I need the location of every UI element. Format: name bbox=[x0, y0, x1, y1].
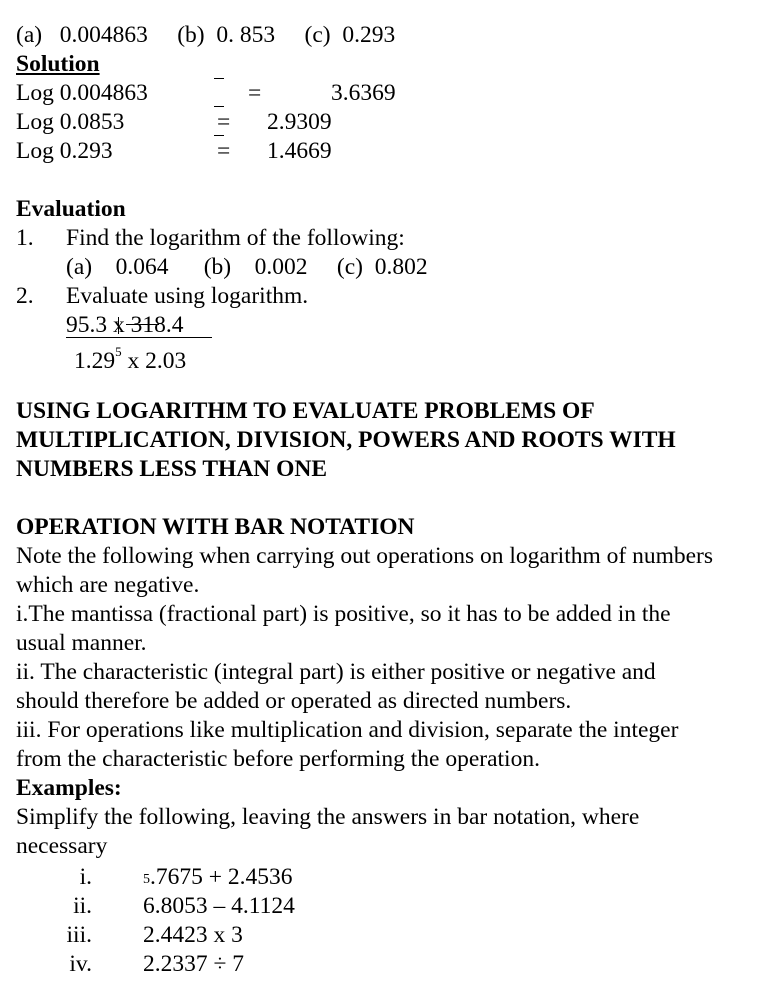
example-number: iv. bbox=[69, 951, 92, 977]
bar-overline bbox=[214, 135, 224, 136]
option-c-value: 0.293 bbox=[342, 22, 396, 48]
overstrike-mark bbox=[118, 317, 119, 334]
solution-row-3-value: 1.4669 bbox=[267, 138, 332, 164]
question-1-text: Find the logarithm of the following: bbox=[66, 225, 405, 251]
fraction-bar bbox=[66, 337, 212, 338]
example-expression: 2.2337 ÷ 7 bbox=[143, 951, 245, 977]
top-options bbox=[16, 21, 395, 50]
option-b-value: 0. 853 bbox=[216, 22, 276, 48]
bar-overline bbox=[214, 106, 224, 107]
solution-row-2-label: Log 0.0853 bbox=[16, 109, 125, 135]
example-number: ii. bbox=[73, 893, 92, 919]
q1-option-c-value: 0.802 bbox=[374, 254, 428, 280]
option-a-value: 0.004863 bbox=[59, 22, 148, 48]
q1-option-b-value: 0.002 bbox=[254, 254, 308, 280]
q1-option-b-label: (b) bbox=[203, 254, 232, 280]
paragraph-line: should therefore be added or operated as directed numbers. bbox=[16, 688, 572, 714]
solution-row-1-label: Log 0.004863 bbox=[16, 80, 148, 106]
overstrike-mark bbox=[126, 324, 159, 325]
q1-option-c-label: (c) bbox=[336, 254, 363, 280]
denominator-exponent: 5 bbox=[115, 344, 122, 359]
option-b-label: (b) bbox=[177, 22, 205, 48]
denominator-base: 1.29 bbox=[74, 347, 116, 374]
solution-row-2-eq: = bbox=[217, 109, 231, 135]
paragraph-line: which are negative. bbox=[16, 572, 200, 598]
example-expression bbox=[143, 863, 293, 895]
example-number: i. bbox=[79, 864, 92, 890]
question-2-number: 2. bbox=[16, 283, 34, 309]
bar-overline bbox=[214, 78, 224, 79]
section-heading-line-3: NUMBERS LESS THAN ONE bbox=[16, 456, 328, 482]
paragraph-line: Note the following when carrying out operations on logarithm of numbers bbox=[16, 543, 714, 569]
question-2-text: Evaluate using logarithm. bbox=[66, 283, 309, 309]
example-expression: 2.4423 x 3 bbox=[143, 922, 243, 948]
question-1-options bbox=[66, 253, 428, 282]
paragraph-line: from the characteristic before performing the operation. bbox=[16, 746, 540, 772]
paragraph-line: usual manner. bbox=[16, 630, 147, 656]
example-number: iii. bbox=[66, 922, 92, 948]
fraction-numerator: 95.3 x 318.4 bbox=[66, 312, 184, 338]
option-c-label: (c) bbox=[304, 22, 331, 48]
small-characteristic: 5 bbox=[143, 872, 150, 887]
paragraph-line: iii. For operations like multiplication and division, separate the integer bbox=[16, 717, 679, 743]
example-text: .7675 + 2.4536 bbox=[150, 864, 293, 890]
q1-option-a-label: (a) bbox=[66, 254, 93, 280]
examples-intro-line: Simplify the following, leaving the answers in bar notation, where bbox=[16, 804, 640, 830]
fraction-denominator bbox=[74, 340, 186, 376]
examples-intro-line: necessary bbox=[16, 833, 108, 859]
example-expression: 6.8053 – 4.1124 bbox=[143, 893, 295, 919]
q1-option-a-value: 0.064 bbox=[115, 254, 169, 280]
solution-row-3-label: Log 0.293 bbox=[16, 138, 113, 164]
question-1-number: 1. bbox=[16, 225, 34, 251]
option-a-label: (a) bbox=[16, 22, 43, 48]
section-heading-line-1: USING LOGARITHM TO EVALUATE PROBLEMS OF bbox=[16, 398, 595, 424]
paragraph-line: i.The mantissa (fractional part) is positive, so it has to be added in the bbox=[16, 601, 671, 627]
solution-row-3-eq: = bbox=[217, 138, 231, 164]
denominator-rest: x 2.03 bbox=[121, 347, 187, 374]
solution-row-1-eq: = bbox=[248, 80, 262, 106]
evaluation-heading: Evaluation bbox=[16, 196, 126, 222]
bar-notation-heading: OPERATION WITH BAR NOTATION bbox=[16, 514, 415, 540]
solution-heading: Solution bbox=[16, 51, 100, 77]
solution-row-2-value: 2.9309 bbox=[267, 109, 332, 135]
section-heading-line-2: MULTIPLICATION, DIVISION, POWERS AND ROOTS WITH bbox=[16, 427, 676, 453]
solution-row-1-value: 3.6369 bbox=[331, 80, 396, 106]
paragraph-line: ii. The characteristic (integral part) is either positive or negative and bbox=[16, 659, 656, 685]
examples-heading: Examples: bbox=[16, 775, 122, 801]
